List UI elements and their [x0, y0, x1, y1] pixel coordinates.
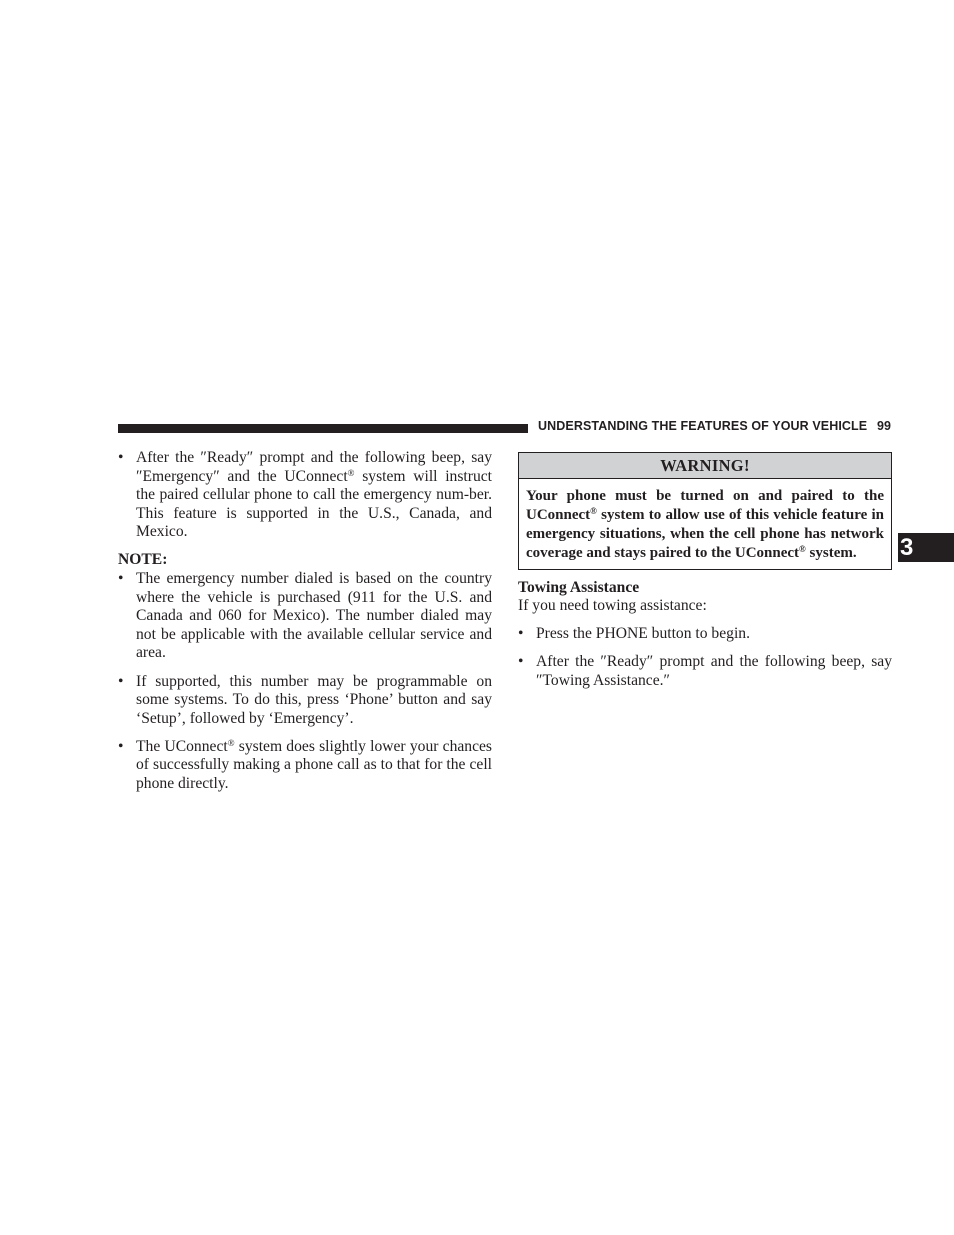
bullet-icon: •: [118, 672, 124, 690]
note-bullet-list: [118, 570, 492, 794]
list-item: • After the ″Ready″ prompt and the following beep, say ″Towing Assistance.″: [518, 652, 892, 689]
running-header: UNDERSTANDING THE FEATURES OF YOUR VEHICLE: [538, 419, 868, 433]
header-rule: [118, 424, 528, 433]
page-number: 99: [877, 419, 891, 433]
list-item: • If supported, this number may be programmable on some systems. To do this, press ‘Phone’ button and say ‘Setup’, followed by ‘Emergency’.: [118, 672, 492, 727]
note-label: NOTE:: [118, 551, 168, 569]
warning-box: [518, 452, 892, 570]
emergency-bullet-list: [118, 449, 492, 542]
bullet-icon: •: [118, 449, 124, 466]
left-column: [118, 449, 492, 803]
towing-heading: Towing Assistance: [518, 578, 640, 596]
bullet-icon: •: [518, 624, 524, 642]
towing-bullet-list: [518, 625, 892, 690]
bullet-icon: •: [518, 652, 524, 670]
list-item: • After the ″Ready″ prompt and the following beep, say ″Emergency″ and the UConnect® system will instruct the paired cellular phone to call the emergency num-ber. This feature is supported in the U.S., Canada, and Mexico.: [118, 449, 492, 541]
warning-text: Your phone must be turned on and paired to the UConnect® system to allow use of this vehicle feature in emergency situations, when the cell phone has network coverage and stays paired to the UConnect® system.: [526, 488, 884, 561]
warning-title: WARNING!: [519, 453, 891, 479]
list-item: • The UConnect® system does slightly lower your chances of successfully making a phone call as to that for the cell phone directly.: [118, 737, 493, 792]
chapter-tab: 3: [898, 533, 954, 562]
right-column: [518, 452, 892, 700]
towing-intro: If you need towing assistance:: [518, 597, 707, 615]
list-item: • The emergency number dialed is based on the country where the vehicle is purchased (911 for the U.S. and Canada and 060 for Mexico). The number dialed may not be applicable with the available cellular service and area.: [118, 570, 492, 662]
bullet-icon: •: [118, 737, 124, 755]
list-item: • Press the PHONE button to begin.: [518, 624, 750, 642]
bullet-icon: •: [118, 570, 124, 588]
